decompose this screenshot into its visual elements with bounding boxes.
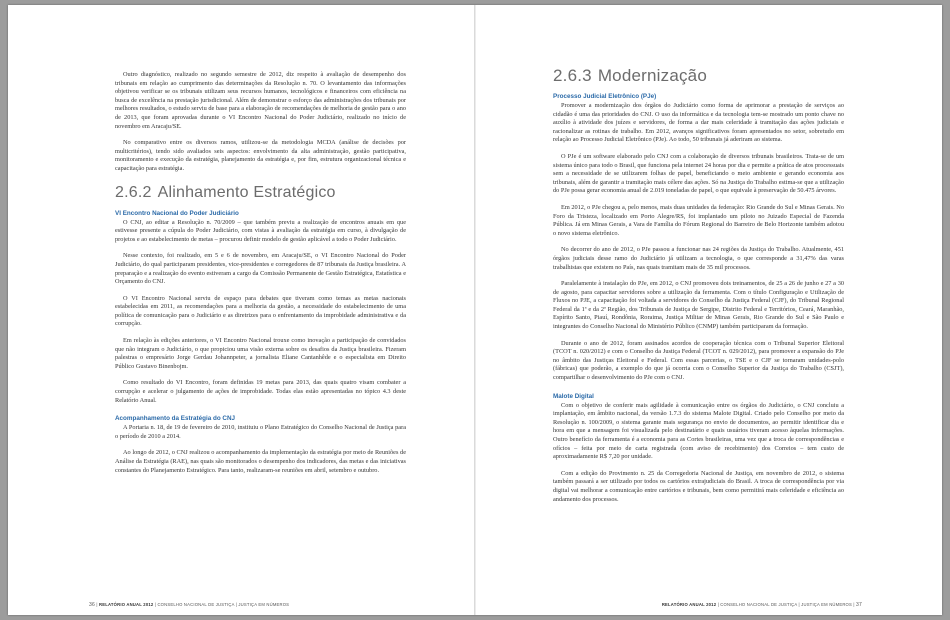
body-paragraph: Promover a modernização dos órgãos do Judiciário como forma de aprimorar a prestação de serviços ao cidadão é uma das prioridades do CNJ. O uso da informática e da tecnologia tem-se mostrado um ponto chave no auxílio à atividade dos juízes e servidores, de forma a dar mais celeridade à tramitação das ações judiciais e racionalizar as rotinas de trabalho. Em 2012, avanços significativos foram apresentados no setor, sobretudo em relação ao Processo Judicial Eletrônico (PJe). Ao todo, 50 tribunais já aderiram ao sistema.: [553, 102, 844, 144]
body-paragraph: No comparativo entre os diversos ramos, utilizou-se da metodologia MCDA (análise de decisões por multicritérios), tendo sido avaliados seis aspectos: envolvimento da alta administração, gestão participativa, monitoramento e execução da estratégia, planejamento da estratégia e, por fim, estrutura organizacional técnica e capacitação para estratégia.: [115, 139, 406, 172]
body-paragraph: Paralelamente à instalação do PJe, em 2012, o CNJ promoveu dois treinamentos, de 25 a 26 de junho e 27 a 30 de agosto, para capacitar servidores sobre a utilização da ferramenta. Com o título Configuração e Utilização de Fluxos no PJE, a capacitação foi voltada a servidores do Conselho da Justiça Federal (CJF), do Tribunal Regional Federal da 1ª e da 2ª Região, dos Tribunais de Justiça de Sergipe, Distrito Federal e Territórios, Ceará, Maranhão, Espírito Santo, Piauí, Rondônia, Roraima, Justiça Militar de Minas Gerais, Rio Grande do Sul e São Paulo e integrantes do Conselho Nacional do Ministério Público (CNMP) também participaram da formação.: [553, 280, 844, 331]
footer-publication: RELATÓRIO ANUAL 2012: [99, 602, 154, 607]
body-paragraph: Com o objetivo de conferir mais agilidade à comunicação entre os órgãos do Judiciário, o CNJ concluiu a implantação, em âmbito nacional, da versão 1.7.3 do sistema Malote Digital. Criado pelo Conselho por meio da Resolução n. 100/2009, o sistema garante mais segurança no envio de documentos, ao permitir identificar dia e hora em que a mensagem foi visualizada pelo destinatário e quais usuários tiveram acesso àquelas informações. Outro benefício da ferramenta é a economia para as Cortes brasileiras, uma vez que a troca de correspondências e ofícios – feita por meio de carta registrada (com aviso de recebimento) dos Correios – tem custo de aproximadamente R$ 7,20 por unidade.: [553, 401, 844, 461]
body-paragraph: A Portaria n. 18, de 19 de fevereiro de 2010, instituiu o Plano Estratégico do Conselho Nacional de Justiça para o período de 2010 a 2014.: [115, 424, 406, 440]
subheading-pje: Processo Judicial Eletrônico (PJe): [553, 93, 657, 100]
section-number: 2.6.3: [553, 66, 592, 85]
page-number: 36: [89, 602, 95, 608]
body-paragraph: Nesse contexto, foi realizado, em 5 e 6 de novembro, em Aracaju/SE, o VI Encontro Nacional do Poder Judiciário, do qual participaram presidentes, vice-presidentes e corregedores de 87 tribunais da Justiça brasileira. A preparação e a realização do evento estiveram a cargo da Comissão Permanente de Gestão Estratégica, Estatística e Orçamento do CNJ.: [115, 252, 406, 286]
body-paragraph: Como resultado do VI Encontro, foram definidas 19 metas para 2013, das quais quatro visam combater a corrupção e acelerar o julgamento de ações de improbidade. Todas elas estão apresentadas no tópico 4.3 deste Relatório Anual.: [115, 379, 406, 404]
subheading-acompanhamento: Acompanhamento da Estratégia do CNJ: [115, 415, 236, 423]
footer-publication: RELATÓRIO ANUAL 2012: [661, 602, 717, 607]
subheading-vi-encontro: VI Encontro Nacional do Poder Judiciário: [115, 209, 239, 217]
footer-details: | CONSELHO NACIONAL DE JUSTIÇA | JUSTIÇA EM NÚMEROS: [717, 602, 852, 607]
section-title: Modernização: [597, 66, 707, 85]
left-page: [8, 5, 474, 615]
right-text-column: [553, 67, 844, 512]
right-page-footer: RELATÓRIO ANUAL 2012 | CONSELHO NACIONAL DE JUSTIÇA | JUSTIÇA EM NÚMEROS | 37: [661, 602, 862, 608]
body-paragraph: O VI Encontro Nacional serviu de espaço para debates que tiveram como temas as metas nacionais estabelecidas em 2011, as recomendações para a melhoria da gestão, a necessidade do estabelecimento de uma política de comunicação para o Judiciário e as diretrizes para o enfrentamento da improbidade administrativa e da corrupção.: [115, 294, 406, 328]
section-title: Alinhamento Estratégico: [157, 183, 336, 201]
body-paragraph: Em relação às edições anteriores, o VI Encontro Nacional trouxe como inovação a participação de convidados que não integram o Judiciário, o que propiciou uma visão externa sobre os desafios da Justiça brasileira. Fizeram palestras o empresário Jorge Gerdau Johannpeter, a jornalista Eliane Cantanhêde e o especialista em Direito Público Gustavo Binenbojm.: [115, 337, 406, 370]
body-paragraph: O CNJ, ao editar a Resolução n. 70/2009 – que também previu a realização de encontros anuais em que estivesse presente a cúpula do Poder Judiciário, com vistas à avaliação da estratégia em curso, à divulgação de projetos e ao estabelecimento de metas – procurou definir modelo de gestão aplicável a todo o Poder Judiciário.: [115, 218, 406, 243]
subheading-malote-digital: Malote Digital: [553, 392, 594, 400]
body-paragraph: Em 2012, o PJe chegou a, pelo menos, mais duas unidades da federação: Rio Grande do Sul e Minas Gerais. No Foro da Tristeza, localizado em Porto Alegre/RS, foi implantado um piloto no Juizado Especial de Fazenda Pública. Já em Minas Gerais, a Vara de Família do Fórum Regional do Barreiro de Belo Horizonte também adotou o novo sistema eletrônico.: [553, 203, 844, 237]
body-paragraph: Com a edição do Provimento n. 25 da Corregedoria Nacional de Justiça, em novembro de 2012, o sistema também passará a ser utilizado por todos os cartórios extrajudiciais do Brasil. A troca de correspondência por via digital vai melhorar a comunicação entre cartórios e tribunais, bem como permitirá mais celeridade e eficiência ao andamento dos processos.: [553, 469, 844, 503]
section-number: 2.6.2: [115, 183, 152, 201]
document-spread: [8, 5, 942, 615]
page-number: 37: [856, 602, 862, 608]
right-page: [476, 5, 942, 615]
left-text-column: [115, 71, 406, 483]
body-paragraph: Durante o ano de 2012, foram assinados acordos de cooperação técnica com o Tribunal Superior Eleitoral (TCOT n. 020/2012) e com o Conselho da Justiça Federal (TCOT n. 029/2012), para promover a expansão do PJe no âmbito das Justiças Eleitoral e Federal. Com essas parcerias, o TSE e o CJF se tornaram unidades-polo (fábricas) que poderão, a exemplo do que já ocorria com o Conselho Superior da Justiça do Trabalho (CSJT), compartilhar o desenvolvimento do PJe com o CNJ.: [553, 339, 844, 382]
footer-details: | CONSELHO NACIONAL DE JUSTIÇA | JUSTIÇA EM NÚMEROS: [154, 602, 290, 607]
body-paragraph: O PJe é um software elaborado pelo CNJ com a colaboração de diversos tribunais brasileiros. Trata-se de um sistema único para todo o Brasil, que funciona pela internet 24 horas por dia e permite a prática de atos processuais sem a necessidade de se utilizarem folhas de papel, beneficiando o meio ambiente e gerando economia aos tribunais, além de garantir a tramitação mais célere das ações. Só na Justiça do Trabalho estima-se que a utilização do PJe possa gerar economia anual de 2.019 toneladas de papel, o que equivale à preservação de 50.475 árvores.: [553, 152, 844, 195]
section-heading-alinhamento: [115, 184, 406, 202]
left-page-footer: 36 | RELATÓRIO ANUAL 2012 | CONSELHO NACIONAL DE JUSTIÇA | JUSTIÇA EM NÚMEROS: [89, 602, 290, 608]
body-paragraph: Ao longo de 2012, o CNJ realizou o acompanhamento da implementação da estratégia por meio de Reuniões de Análise da Estratégia (RAE), nas quais são monitorados o desempenho dos indicadores, das metas e das iniciativas constantes do Planejamento Estratégico. Para tanto, realizaram-se reuniões em abril, setembro e outubro.: [115, 449, 406, 474]
section-heading-modernizacao: [553, 67, 844, 85]
body-paragraph: Outro diagnóstico, realizado no segundo semestre de 2012, diz respeito à avaliação de desempenho dos tribunais em relação ao cumprimento das determinações da Resolução n. 70. O levantamento das informações objetivou verificar se os tribunais utilizam seus recursos humanos, tecnológicos e financeiros com eficiência na busca de excelência na prestação jurisdicional. Além de demonstrar o esforço das administrações dos tribunais por melhores resultados, o estudo serviu de base para a elaboração de recomendações de melhoria de gestão para o ano de 2013, que foram aprovadas durante o VI Encontro Nacional do Poder Judiciário, realizado no início de novembro em Aracaju/SE.: [115, 71, 406, 130]
body-paragraph: No decorrer do ano de 2012, o PJe passou a funcionar nas 24 regiões da Justiça do Trabalho. Atualmente, 451 órgãos judiciais desse ramo do Judiciário já utilizam a tecnologia, o que corresponde a 31,47% das varas trabalhistas que existem no País, nas quais tramitam mais de 35 mil processos.: [553, 246, 844, 271]
